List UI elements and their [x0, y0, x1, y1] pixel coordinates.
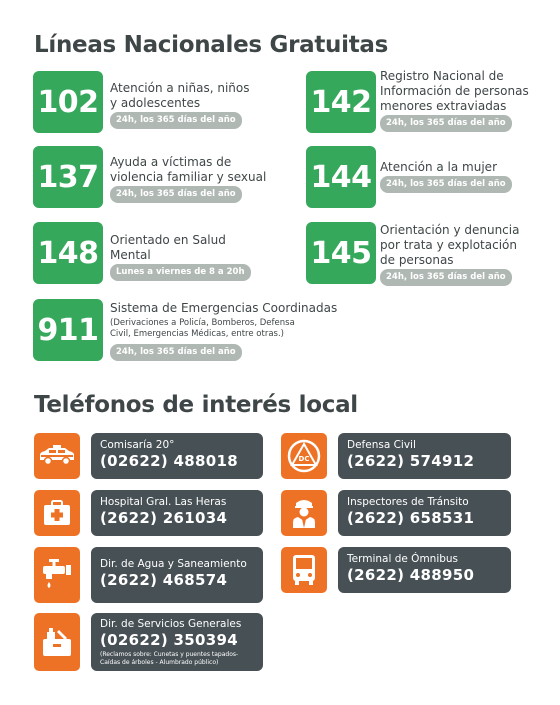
water-tap-icon	[34, 547, 80, 603]
traffic-inspectors-card[interactable]	[281, 490, 511, 536]
hospital-phone[interactable]: (2622) 261034	[100, 509, 228, 527]
line-144-description	[380, 160, 512, 193]
line-102-text: y adolescentes	[110, 96, 201, 110]
line-148-description	[110, 233, 251, 281]
line-148-text: Mental	[110, 248, 151, 262]
first-aid-icon	[34, 490, 80, 536]
water-department-card[interactable]	[34, 547, 263, 603]
line-102-text: Atención a niñas, niños	[110, 81, 250, 95]
line-911-subtext: Civil, Emergencias Médicas, entre otras.)	[110, 329, 284, 339]
bus-terminal-phone[interactable]: (2622) 488950	[347, 566, 475, 584]
general-services-card[interactable]	[34, 613, 263, 671]
police-station-card[interactable]	[34, 433, 263, 479]
line-145-hours-badge: 24h, los 365 días del año	[380, 269, 512, 286]
tools-box-icon	[34, 613, 80, 671]
bus-terminal-card[interactable]	[281, 547, 511, 593]
line-911-hours-badge: 24h, los 365 días del año	[110, 344, 242, 361]
general-services-phone[interactable]: (02622) 350394	[100, 631, 238, 649]
traffic-inspectors-phone[interactable]: (2622) 658531	[347, 509, 475, 527]
civil-defense-card[interactable]	[281, 433, 511, 479]
line-148-hours-badge: Lunes a viernes de 8 a 20h	[110, 264, 251, 281]
line-145-text: Orientación y denuncia	[380, 223, 520, 237]
bus-icon	[281, 547, 327, 593]
civil-defense-name: Defensa Civil	[347, 439, 416, 451]
water-department-name: Dir. de Agua y Saneamiento	[100, 558, 247, 570]
general-services-name: Dir. de Servicios Generales	[100, 618, 242, 630]
line-144-number[interactable]: 144	[306, 146, 376, 208]
line-142-text: menores extraviadas	[380, 99, 507, 113]
line-145-text: de personas	[380, 253, 454, 267]
local-phones-title: Teléfonos de interés local	[34, 392, 358, 418]
line-102-description	[110, 81, 249, 129]
civil-defense-icon	[281, 433, 327, 479]
line-137-number[interactable]: 137	[33, 146, 103, 208]
hospital-name: Hospital Gral. Las Heras	[100, 496, 227, 508]
bus-terminal-name: Terminal de Ómnibus	[347, 553, 459, 565]
line-911-text: Sistema de Emergencias Coordinadas	[110, 301, 338, 315]
line-145-number[interactable]: 145	[306, 222, 376, 284]
line-911-description	[110, 301, 337, 361]
national-lines-title: Líneas Nacionales Gratuitas	[34, 32, 388, 58]
line-142-hours-badge: 24h, los 365 días del año	[380, 115, 512, 132]
line-145-text: por trata y explotación	[380, 238, 517, 252]
line-142-number[interactable]: 142	[306, 71, 376, 133]
line-148-number[interactable]: 148	[33, 222, 103, 284]
civil-defense-phone[interactable]: (2622) 574912	[347, 452, 475, 470]
line-137-text: Ayuda a víctimas de	[110, 155, 232, 169]
line-102-hours-badge: 24h, los 365 días del año	[110, 112, 242, 129]
hospital-card[interactable]	[34, 490, 263, 536]
line-142-text: Registro Nacional de	[380, 69, 504, 83]
water-department-phone[interactable]: (2622) 468574	[100, 571, 228, 589]
svg-text:DC: DC	[298, 455, 310, 463]
line-137-text: violencia familiar y sexual	[110, 170, 267, 184]
line-148-text: Orientado en Salud	[110, 233, 226, 247]
general-services-note: Caídas de árboles - Alumbrado público)	[100, 658, 219, 666]
police-station-name: Comisaría 20°	[100, 439, 175, 451]
traffic-inspectors-name: Inspectores de Tránsito	[347, 496, 469, 508]
line-142-description	[380, 69, 529, 132]
line-142-text: Información de personas	[380, 84, 529, 98]
general-services-note: (Reclamos sobre: Cunetas y puentes tapados-	[100, 651, 239, 658]
line-137-hours-badge: 24h, los 365 días del año	[110, 186, 242, 203]
line-911-subtext: (Derivaciones a Policía, Bomberos, Defensa	[110, 318, 295, 328]
police-car-icon	[34, 433, 80, 479]
line-144-hours-badge: 24h, los 365 días del año	[380, 176, 512, 193]
traffic-inspector-icon	[281, 490, 327, 536]
line-102-number[interactable]: 102	[33, 71, 103, 133]
line-911-number[interactable]: 911	[33, 299, 103, 361]
line-137-description	[110, 155, 266, 203]
line-144-text: Atención a la mujer	[380, 160, 497, 174]
line-145-description	[380, 223, 519, 286]
police-station-phone[interactable]: (02622) 488018	[100, 452, 238, 470]
